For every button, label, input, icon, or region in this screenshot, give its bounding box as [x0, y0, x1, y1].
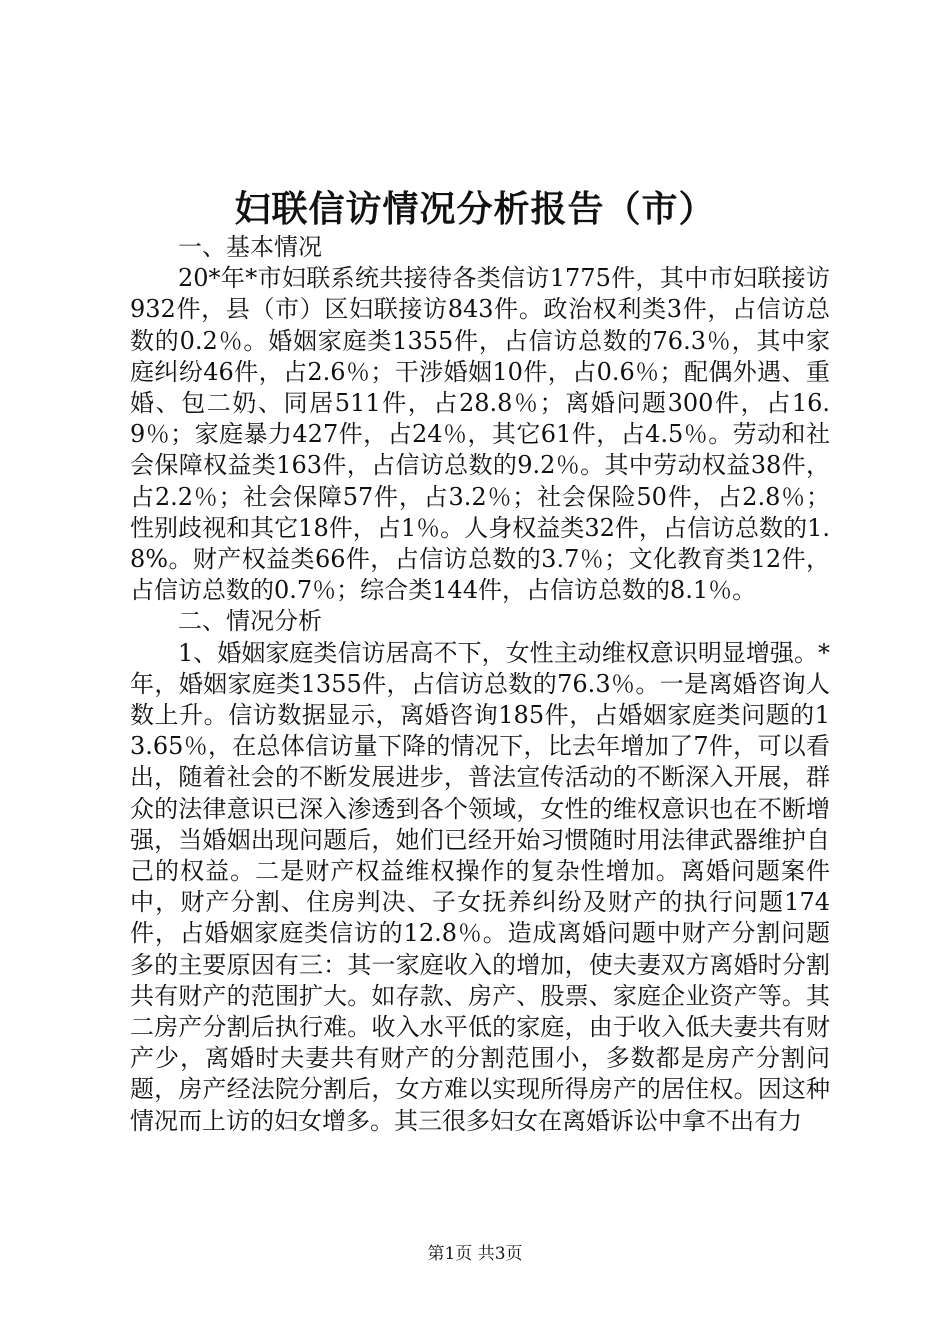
page-footer: 第1页 共3页 — [427, 1244, 523, 1264]
document-title: 妇联信访情况分析报告（市） — [234, 188, 716, 230]
section-heading-analysis: 二、情况分析 — [178, 607, 322, 636]
section-paragraph-basic: 20*年*市妇联系统共接待各类信访1775件，其中市妇联接访932件，县（市）区妇联接访843件。政治权利类3件，占信访总数的0.2％。婚姻家庭类1355件，占信访总数的76.3％，其中家庭纠纷46件，占2.6％；干涉婚姻10件，占0.6％；配偶外遇、重婚、包二奶、同居511件，占28.8％；离婚问题300件，占16.9％；家庭暴力427件，占24％，其它61件，占4.5％。劳动和社会保障权益类163件，占信访总数的9.2％。其中劳动权益38件，占2.2％；社会保障57件，占3.2％；社会保险50件，占2.8％；性别歧视和其它18件，占1％。人身权益类32件，占信访总数的1.8%。财产权益类66件，占信访总数的3.7％；文化教育类12件，占信访总数的0.7％；综合类144件，占信访总数的8.1％。 — [130, 264, 830, 605]
document-body — [130, 232, 830, 1137]
section-heading-basic: 一、基本情况 — [178, 233, 322, 261]
section-paragraph-analysis: 1、婚姻家庭类信访居高不下，女性主动维权意识明显增强。*年，婚姻家庭类1355件，占信访总数的76.3％。一是离婚咨询人数上升。信访数据显示，离婚咨询185件，占婚姻家庭类问题的13.65％，在总体信访量下降的情况下，比去年增加了7件，可以看出，随着社会的不断发展进步，普法宣传活动的不断深入开展，群众的法律意识已深入渗透到各个领域，女性的维权意识也在不断增强，当婚姻出现问题后，她们已经开始习惯随时用法律武器维护自己的权益。二是财产权益维权操作的复杂性增加。离婚问题案件中，财产分割、住房判决、子女抚养纠纷及财产的执行问题174件，占婚姻家庭类信访的12.8％。造成离婚问题中财产分割问题多的主要原因有三：其一家庭收入的增加，使夫妻双方离婚时分割共有财产的范围扩大。如存款、房产、股票、家庭企业资产等。其二房产分割后执行难。收入水平低的家庭，由于收入低夫妻共有财产少，离婚时夫妻共有财产的分割范围小，多数都是房产分割问题，房产经法院分割后，女方难以实现所得房产的居住权。因这种情况而上访的妇女增多。其三很多妇女在离婚诉讼中拿不出有力 — [130, 638, 830, 1135]
